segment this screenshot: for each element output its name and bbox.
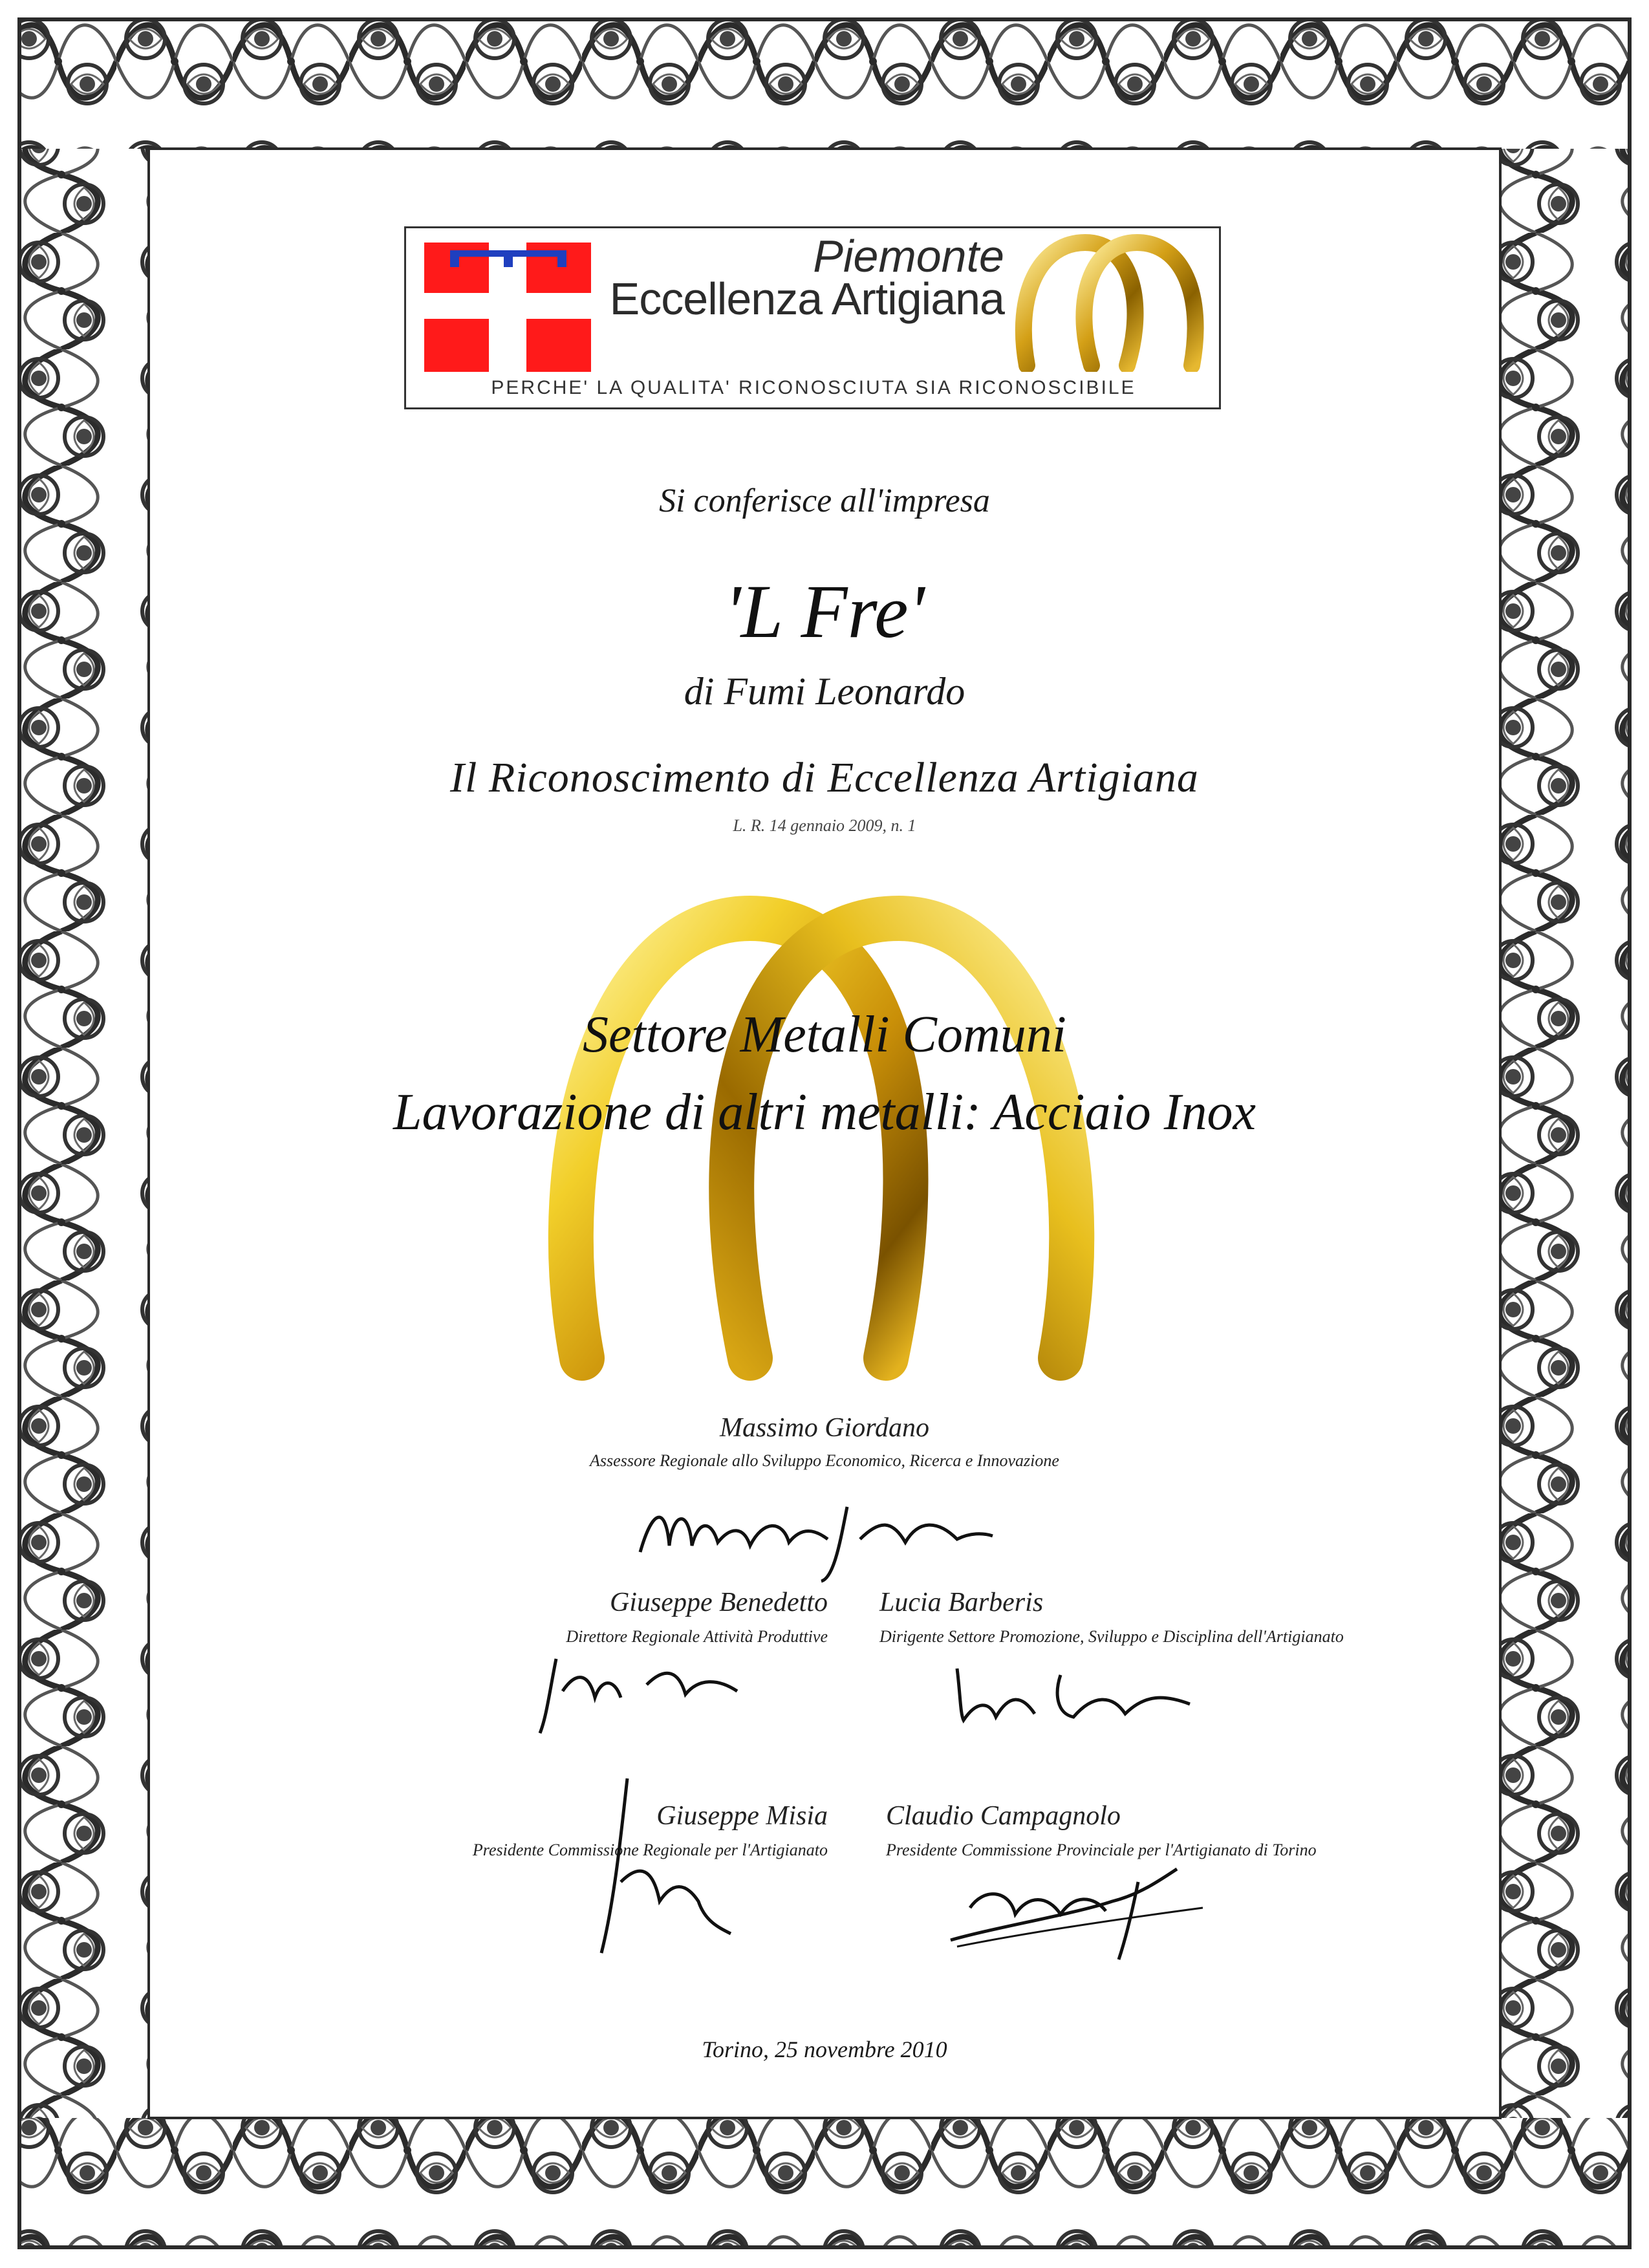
signatory-role: Direttore Regionale Attività Produttive — [566, 1627, 828, 1647]
signatory-name: Giuseppe Benedetto — [609, 1588, 828, 1617]
piemonte-flag-icon — [424, 243, 591, 372]
signatory-name: Massimo Giordano — [720, 1413, 929, 1443]
sector-text: Settore Metalli Comuni — [582, 1006, 1067, 1063]
signatory-2 — [453, 1588, 828, 1647]
company-name: 'L Fre' — [724, 569, 925, 654]
law-reference: L. R. 14 gennaio 2009, n. 1 — [733, 816, 916, 835]
signature-mark — [582, 1772, 737, 1960]
signatory-role: Dirigente Settore Promozione, Sviluppo e Disciplina dell'Artigianato — [879, 1627, 1344, 1647]
signatory-role: Assessore Regionale allo Sviluppo Economico, Ricerca e Innovazione — [590, 1451, 1059, 1471]
signatory-role: Presidente Commissione Provinciale per l'Artigianato di Torino — [886, 1841, 1317, 1860]
logo-brand-line1: Piemonte — [813, 231, 1004, 281]
signature-mark — [537, 1646, 744, 1736]
piemonte-logo — [404, 226, 1221, 409]
signature-mark — [944, 1863, 1216, 1966]
logo-brand-line2: Eccellenza Artigiana — [609, 274, 1004, 324]
signatory-role: Presidente Commissione Regionale per l'Artigianato — [472, 1841, 828, 1860]
signatory-5 — [886, 1801, 1468, 1860]
signatory-name: Giuseppe Misia — [656, 1801, 828, 1831]
gold-rings-logo-icon — [1008, 230, 1213, 372]
owner-name: di Fumi Leonardo — [684, 670, 965, 713]
award-title: Il Riconoscimento di Eccellenza Artigiana — [450, 754, 1199, 801]
signatory-3 — [879, 1588, 1461, 1647]
date-place: Torino, 25 novembre 2010 — [702, 2036, 947, 2062]
signature-mark — [951, 1656, 1196, 1733]
signatory-name: Lucia Barberis — [879, 1588, 1044, 1617]
signatory-name: Claudio Campagnolo — [886, 1801, 1121, 1831]
intro-text: Si conferisce all'impresa — [659, 482, 990, 519]
signature-mark — [634, 1481, 996, 1584]
signatory-1 — [0, 1413, 1649, 1471]
logo-tagline: PERCHE' LA QUALITA' RICONOSCIUTA SIA RICONOSCIBILE — [491, 377, 1136, 398]
activity-text: Lavorazione di altri metalli: Acciaio Inox — [393, 1084, 1256, 1141]
